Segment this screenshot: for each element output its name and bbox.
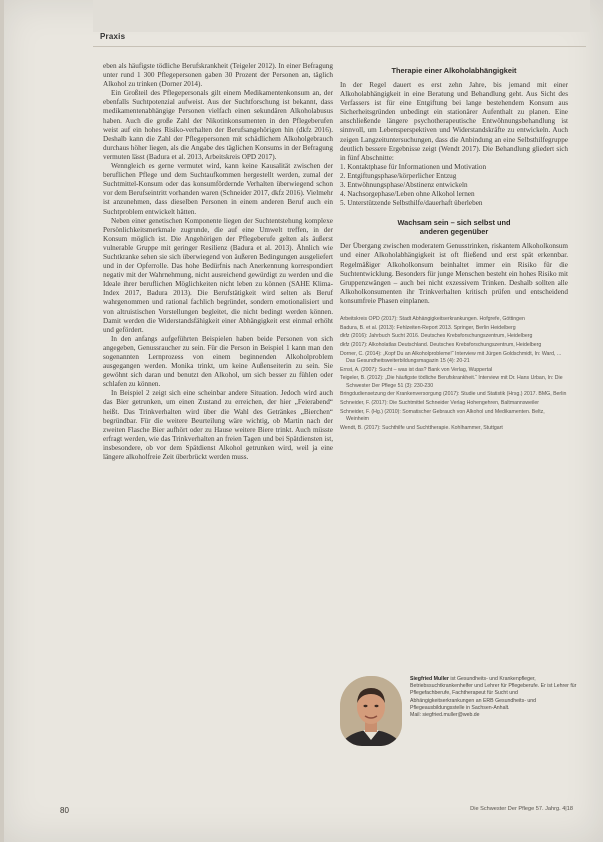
author-description: ist Gesundheits- und Krankenpfleger, Betriebssuchtkrankenhelfer und Lehrer für Pflegeberufe. Er ist Lehrer für Pflegefachberufe, Fachtherapeut für Sucht und Abhängigkeitserkrankungen an ERB Gesundheits- und Pflegeausbildungsstelle in Sachsen-Anhalt. bbox=[410, 676, 577, 711]
reference-item: dkfz (2017): Alkoholatlas Deutschland. Deutsches Krebsforschungszentrum, Heidelberg bbox=[340, 342, 542, 349]
body-paragraph: In der Regel dauert es erst zehn Jahre, bis jemand mit einer Alkoholabhängigkeit in eine Beratung und Behandlung geht. Aus Sicht des Verfassers ist für eine Entgiftung bei lange bestehendem Konsum aus Sicherheitsgründen unbedingt ein stationärer Aufenthalt zu planen. Eine anschließende längere psychotherapeutische Entwöhnungsbehandlung ist sinnvoll, um Lebensperspektiven und Widerstandskräfte zu entwickeln. Auch zeigen Langzeituntersuchungen, dass die Anbindung an eine Selbsthilfegruppe deutlich bessere Ergebnisse zeigt (Wendt 2017). Die Behandlung gliedert sich in fünf Abschnitte: bbox=[340, 81, 568, 162]
section-rubric: Praxis bbox=[100, 32, 126, 41]
author-photo bbox=[340, 676, 402, 746]
author-name: Siegfried Muller bbox=[410, 676, 449, 682]
page-fold-edge bbox=[0, 0, 4, 842]
reference-item: Bringdudiensetzung der Krankenversorgung (2017): Studie und Statistik (Hrsg.) 2017. BMG, Berlin bbox=[340, 391, 567, 398]
reference-item: Ernst, A. (2007): Sucht – was ist das? Bank von Verlag, Wuppertal bbox=[340, 366, 493, 373]
author-portrait-image bbox=[340, 676, 402, 746]
treatment-step: 3. Entwöhnungsphase/Abstinenz entwickeln bbox=[340, 181, 468, 190]
reference-item: Badura, B. et al. (2013): Fehlzeiten-Report 2013. Springer, Berlin Heidelberg bbox=[340, 324, 516, 331]
reference-item: dkfz (2016): Jahrbuch Sucht 2016. Deutsches Krebsforschungszentrum, Heidelberg bbox=[340, 333, 533, 340]
body-paragraph: Ein Großteil des Pflegepersonals gilt einem Medikamentenkonsum an, der ebenfalls Suchtpotenzial aufweist. Aus der Suchtforschung ist bekannt, dass medikamentenabhängige Personen vielfach einen sekundären Alkoholabusus haben. Auch die große Zahl der Nikotinkonsumenten in den Pflegeberufen weist auf ein hohes Risiko-verhalten der Berufsangehörigen hin (dkfz 2016). Deshalb kann die Zahl der Pflegepersonen mit schädlichem Alkoholgebrauch durchaus höher liegen, als die Angabe des täglichen Konsums in der Befragung vermuten lässt (Badura et al. 2013, Arbeitskreis OPD 2017). bbox=[103, 89, 333, 161]
reference-item: Schneider, F. (2017): Die Suchtmittel Schneider Verlag Hohengehren, Baltmannsweiler bbox=[340, 400, 539, 406]
rubric-divider bbox=[93, 46, 586, 47]
heading-line: Wachsam sein – sich selbst und bbox=[397, 218, 511, 228]
author-box bbox=[340, 672, 580, 762]
reference-item: Wendt, B. (2017): Suchthilfe und Suchttherapie. Kohlhammer, Stuttgart bbox=[340, 424, 503, 431]
section-heading-therapy: Therapie einer Alkoholabhängigkeit bbox=[391, 66, 517, 75]
author-bio bbox=[410, 676, 582, 719]
treatment-steps-list bbox=[340, 163, 568, 208]
reference-item: Arbeitskreis OPD (2017): Stadt Abhängigkeitserkrankungen. Hofgrefe, Göttingen bbox=[340, 315, 525, 322]
body-paragraph: Wenngleich es gerne vermutet wird, kann keine Kausalität zwischen der beruflichen Pflege und dem Suchtaufkommen hergestellt werden, zumal der Suchtmittel-Konsum oder das konsumfördernde Verhalten überwiegend schon vor dem Berufseintritt vorhanden waren (Schneider 2017, dkfz 2016). Vielmehr ist anzunehmen, dass dieselben Personen in einem anderen Beruf auch ein Suchtproblem entwickelt hätten. bbox=[103, 162, 333, 216]
treatment-step: 4. Nachsorgephase/Leben ohne Alkohol lernen bbox=[340, 190, 475, 199]
page-number: 80 bbox=[60, 806, 69, 815]
reference-item: Teigeler, B. (2012): „Die häufigste tödliche Berufskrankheit.“ Interview mit Dr. Hans Urban, In: Die Schwester Der Pflege 51 (3): 230-230 bbox=[340, 375, 563, 389]
references-list bbox=[340, 316, 568, 432]
body-paragraph: eben als häufigste tödliche Berufskrankheit (Teigeler 2012). In einer Befragung unter rund 1 300 Pflegepersonen gaben 30 Prozent der Personen an, täglich Alkohol zu trinken (Dorner 2014). bbox=[103, 62, 333, 89]
author-email: Mail: siegfried.muller@web.de bbox=[410, 712, 480, 719]
journal-footer: Die Schwester Der Pflege 57. Jahrg. 4|18 bbox=[470, 806, 573, 812]
right-text-column bbox=[340, 62, 568, 433]
body-paragraph: Der Übergang zwischen moderatem Genusstrinken, riskantem Alkoholkonsum und einer Alkoholabhängigkeit ist oft fließend und erst spät erkennbar. Regelmäßiger Alkoholkonsum beinhaltet immer ein Risiko für die Suchtentwicklung. Besonders für junge Menschen besteht ein hohes Risiko mit Gruppenzwängen – auch bei nicht exzessivem Trinken. Deshalb sollten alle Alkoholkonsumenten ihr Trinkverhalten kritisch prüfen und entscheidend konsumfreie Phasen einplanen. bbox=[340, 242, 568, 305]
section-heading-vigilance bbox=[340, 218, 568, 236]
body-paragraph: In Beispiel 2 zeigt sich eine scheinbar andere Situation. Jedoch wird auch das Bier getrunken, um einen Zustand zu erreichen, der hier „Feierabend“ heißt. Das Trinkverhalten wird über die Wahl des Getränkes „Bierchen“ begründbar. Für die weitere Beurteilung wäre wichtig, ob Martin nach der zweiten Flasche Bier aufhört oder zu Hause weitere Biere trinkt. Auch müsste erfragt werden, wie das Trinkverhalten an freien Tagen und bei Spätdiensten ist, insbesondere, ob vor dem Spätdienst Alkohol getrunken wird, weil ja eine längere alkoholfreie Zeit überbrückt werden muss. bbox=[103, 389, 333, 462]
body-paragraph: In den anfangs aufgeführten Beispielen haben beide Personen von sich angegeben, Genussraucher zu sein. Für die Person in Beispiel 1 kann man den sogenannten Lernprozess von einem beginnenden Alkoholproblem ausgegangen werden. Monika trinkt, um keine Außenseiterin zu sein. Sie gewöhnt sich daran und benutzt den Alkohol, um sich besser zu fühlen oder schlafen zu können. bbox=[103, 334, 333, 389]
header-band bbox=[93, 0, 590, 32]
body-paragraph: Neben einer genetischen Komponente liegen der Suchtentstehung komplexe Persönlichkeitsmerkmale zugrunde, die auf eine Umwelt treffen, in der Konsum möglich ist. Die Angehörigen der Pflegeberufe gelten als äußerst vulnerable Gruppe mit geringer Resilienz (Badura et al. 2013). Ähnlich wie Suchtkranke sehen sie sich überwiegend von äußeren Bedingungen ausgeliefert und in der Opferrolle. Das hohe Bedürfnis nach Anerkennung korrespondiert negativ mit der Wahrnehmung, nicht ausreichend gewürdigt zu werden und die Ideale ihrer beruflichen Möglichkeiten nicht leben zu können (SAHE Klima-Index 2017, Badura 2013). Die Berufstätigkeit wird selten als Beruf wahrgenommen und rational fachlich begründet, sondern emotionalisiert und von altruistischen Vorstellungen begleitet, die nicht bedingt werden können. Damit werden die Widerstandsfähigkeit einer Abhängigkeit erst einmal erhöht und gefördert. bbox=[103, 216, 333, 334]
treatment-step: 2. Entgiftungsphase/körperlicher Entzug bbox=[340, 171, 457, 180]
heading-line: anderen gegenüber bbox=[419, 227, 489, 237]
treatment-step: 1. Kontaktphase für Informationen und Motivation bbox=[340, 162, 487, 171]
reference-item: Schneider, F. (Hg.) (2010): Somatischer Gebrauch von Alkohol und Medikamenten. Beltz, Weinheim bbox=[340, 408, 545, 422]
reference-item: Dorner, C. (2014): „Kopf Du an Alkoholprobleme!“ Interview mit Jürgen Goldschmidt, In: Ward, ... Das Gesundheitsweiterbildungsmagazin 15 (4): 20-21 bbox=[340, 350, 562, 364]
left-text-column bbox=[103, 62, 333, 462]
treatment-step: 5. Unterstützende Selbsthilfe/dauerhaft überleben bbox=[340, 199, 483, 208]
